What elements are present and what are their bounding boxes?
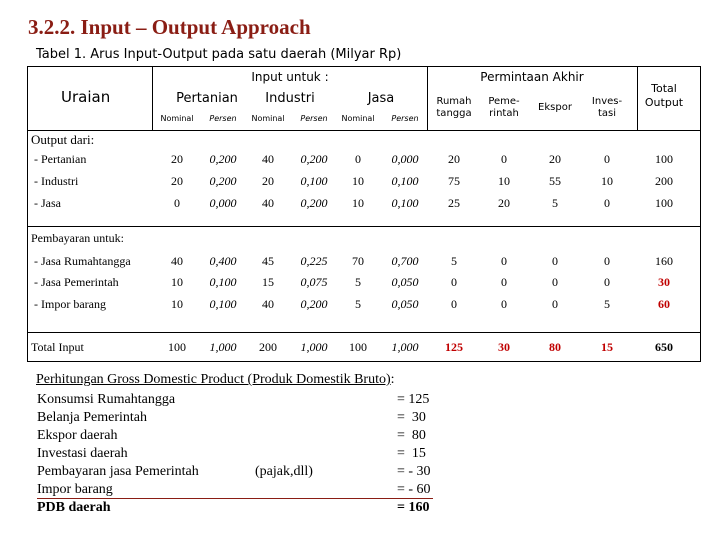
table-cell: 0,050 [391,275,419,289]
table-cell: 100 [168,340,186,354]
table-cell: 0,050 [391,297,419,311]
table-cell: 20 [498,196,510,210]
pemerintah-line2: rintah [489,108,519,119]
table-cell: 0 [355,152,361,166]
table-cell: 40 [262,297,274,311]
table-cell: 0 [174,196,180,210]
table-cell: 0,200 [300,196,328,210]
table-cell: 0 [604,152,610,166]
table-cell: 0 [451,275,457,289]
divider-pembayaran [27,226,700,227]
table-cell: 5 [355,297,361,311]
gdp-item-value: = 15 [397,446,426,461]
table-cell: 0,200 [300,152,328,166]
table-cell: 0,200 [209,152,237,166]
table-cell: 80 [549,340,561,354]
table-cell: 0 [604,196,610,210]
header-pemerintah [488,96,519,120]
sub-persen-3: Persen [391,114,419,123]
table-cell: 75 [448,174,460,188]
table-cell: 40 [262,196,274,210]
sub-persen-2: Persen [300,114,328,123]
gdp-item-label: Belanja Pemerintah [37,410,148,425]
table-cell: 125 [445,340,463,354]
table-cell: 0,000 [391,152,419,166]
table-cell: 0 [501,152,507,166]
table-cell: 0,700 [391,254,419,268]
table-cell: 5 [355,275,361,289]
table-cell: 10 [171,297,183,311]
table-cell: 0,400 [209,254,237,268]
gdp-item-label: Pembayaran jasa Pemerintah [37,464,199,479]
table-cell: 650 [655,340,673,354]
table-cell: 15 [601,340,613,354]
table-cell: 10 [171,275,183,289]
row-label: - Industri [34,174,79,188]
table-cell: 0,000 [209,196,237,210]
table-cell: 20 [171,174,183,188]
row-label: - Jasa [34,196,61,210]
table-cell: 10 [601,174,613,188]
table-cell: 100 [349,340,367,354]
table-cell: 5 [604,297,610,311]
table-cell: 40 [262,152,274,166]
table-cell: 0 [501,254,507,268]
table-cell: 5 [552,196,558,210]
table-caption: Tabel 1. Arus Input-Output pada satu daerah (Milyar Rp) [36,47,402,62]
section-output-dari: Output dari: [31,132,95,147]
table-cell: 20 [171,152,183,166]
table-cell: 60 [658,297,670,311]
table-cell: 100 [655,196,673,210]
row-label: - Jasa Pemerintah [34,275,119,289]
header-input-untuk: Input untuk : [251,70,329,84]
gdp-item-value: = - 30 [397,464,431,479]
sub-nominal-2: Nominal [251,114,285,123]
table-cell: 0 [552,275,558,289]
table-cell: 10 [498,174,510,188]
table-cell: 200 [259,340,277,354]
table-cell: 0,100 [391,174,419,188]
table-cell: 0 [451,297,457,311]
header-investasi [592,96,622,120]
header-permintaan-akhir: Permintaan Akhir [480,70,584,84]
header-sector-industri: Industri [265,91,315,106]
table-cell: 15 [262,275,274,289]
table-cell: 0,200 [209,174,237,188]
table-cell: 0,100 [209,275,237,289]
row-label: - Impor barang [34,297,106,311]
table-cell: 0 [552,297,558,311]
header-uraian: Uraian [61,88,111,106]
gdp-item-label: Konsumsi Rumahtangga [37,392,176,407]
gdp-item-label: Investasi daerah [37,446,128,461]
header-rumah-tangga [436,96,471,120]
table-cell: 0 [501,275,507,289]
table-cell: 0,100 [300,174,328,188]
table-cell: 5 [451,254,457,268]
table-cell: 0 [604,275,610,289]
table-cell: 100 [655,152,673,166]
table-cell: 10 [352,174,364,188]
gdp-item-label: Impor barang [37,482,113,497]
header-sector-pertanian: Pertanian [176,91,238,106]
table-cell: 70 [352,254,364,268]
page-title: 3.2.2. Input – Output Approach [28,15,311,39]
divider-header [27,130,700,131]
divider-input-final [427,66,428,130]
divider-final-total [637,66,638,130]
gdp-heading-colon: : [390,372,395,387]
table-cell: 0,100 [209,297,237,311]
rumah-tangga-line1: Rumah [436,96,472,107]
total-output-line1: Total [651,82,677,95]
table-cell: 20 [549,152,561,166]
table-cell: 40 [171,254,183,268]
total-output-line2: Output [644,96,684,109]
table-cell: 0,200 [300,297,328,311]
investasi-line1: Inves- [591,96,623,107]
table-cell: 20 [448,152,460,166]
table-cell: 160 [655,254,673,268]
table-cell: 0,075 [300,275,328,289]
table-cell: 0,100 [391,196,419,210]
section-pembayaran-untuk: Pembayaran untuk: [31,231,124,245]
table-cell: 30 [498,340,510,354]
divider-left [152,66,153,130]
table-cell: 25 [448,196,460,210]
table-cell: 20 [262,174,274,188]
table-cell: 45 [262,254,274,268]
table-cell: 1,000 [391,340,419,354]
table-cell: 0,225 [300,254,328,268]
sub-nominal-1: Nominal [160,114,194,123]
table-cell: 200 [655,174,673,188]
investasi-line2: tasi [597,108,617,119]
table-cell: 1,000 [300,340,328,354]
sub-persen-1: Persen [209,114,237,123]
gdp-heading [36,372,395,388]
table-cell: 1,000 [209,340,237,354]
row-label: - Pertanian [34,152,87,166]
gdp-item-label: Ekspor daerah [37,428,118,443]
divider-total [27,332,700,333]
table-cell: 30 [658,275,670,289]
pemerintah-line1: Peme- [488,96,520,107]
gdp-item-value: = 125 [397,392,430,407]
sub-nominal-3: Nominal [341,114,375,123]
gdp-heading-text: Perhitungan Gross Domestic Product (Produk Domestik Bruto) [36,372,391,387]
rumah-tangga-line2: tangga [436,108,472,119]
table-cell: 0 [552,254,558,268]
row-label: Total Input [31,340,84,354]
header-ekspor: Ekspor [538,102,572,113]
gdp-total-value: = 160 [397,500,430,515]
table-cell: 0 [501,297,507,311]
table-cell: 55 [549,174,561,188]
gdp-item-value: = 80 [397,428,426,443]
gdp-item-value: = - 60 [397,482,431,497]
row-label: - Jasa Rumahtangga [34,254,131,268]
gdp-underline [37,498,433,499]
table-cell: 10 [352,196,364,210]
gdp-item-note: (pajak,dll) [255,464,313,479]
gdp-total-label: PDB daerah [37,500,111,515]
header-sector-jasa: Jasa [367,91,395,106]
gdp-item-value: = 30 [397,410,426,425]
table-cell: 0 [604,254,610,268]
header-total-output [645,82,683,110]
